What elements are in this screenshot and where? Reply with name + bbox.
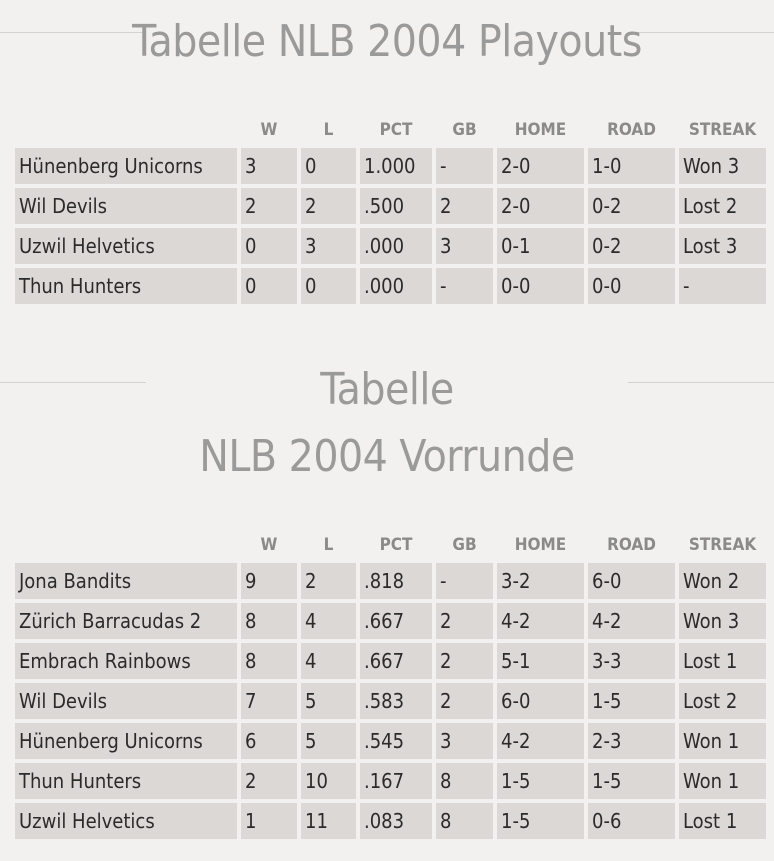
cell-gb: - (436, 148, 493, 184)
cell-w: 0 (241, 228, 297, 264)
header-w: W (260, 120, 278, 140)
cell-home: 4-2 (497, 723, 584, 759)
cell-team: Wil Devils (15, 188, 237, 224)
cell-road: 4-2 (588, 603, 675, 639)
cell-l: 5 (301, 683, 356, 719)
cell-home: 0-0 (497, 268, 584, 304)
vorrunde-title-line2: NLB 2004 Vorrunde (199, 431, 575, 482)
cell-streak: Lost 2 (679, 683, 766, 719)
header-home: HOME (514, 120, 567, 140)
cell-pct: .667 (360, 603, 432, 639)
cell-road: 1-0 (588, 148, 675, 184)
table-row (15, 803, 766, 839)
cell-team: Hünenberg Unicorns (15, 148, 237, 184)
header-l: L (323, 120, 334, 140)
playouts-body (15, 148, 766, 304)
cell-pct: .000 (360, 228, 432, 264)
cell-home: 3-2 (497, 563, 584, 599)
cell-team: Thun Hunters (15, 268, 237, 304)
cell-gb: 8 (436, 803, 493, 839)
table-row (15, 643, 766, 679)
header-road: ROAD (607, 535, 656, 555)
cell-pct: .500 (360, 188, 432, 224)
table-row (15, 148, 766, 184)
cell-gb: 8 (436, 763, 493, 799)
cell-home: 5-1 (497, 643, 584, 679)
cell-w: 7 (241, 683, 297, 719)
cell-pct: .167 (360, 763, 432, 799)
cell-w: 6 (241, 723, 297, 759)
playouts-section (0, 0, 774, 298)
cell-l: 0 (301, 148, 356, 184)
cell-streak: Lost 2 (679, 188, 766, 224)
cell-l: 3 (301, 228, 356, 264)
cell-streak: Won 1 (679, 763, 766, 799)
cell-team: Uzwil Helvetics (15, 803, 237, 839)
cell-streak: Won 1 (679, 723, 766, 759)
cell-road: 3-3 (588, 643, 675, 679)
cell-w: 8 (241, 603, 297, 639)
cell-l: 2 (301, 563, 356, 599)
cell-gb: 2 (436, 603, 493, 639)
cell-gb: 2 (436, 188, 493, 224)
header-w: W (260, 535, 278, 555)
cell-home: 1-5 (497, 803, 584, 839)
cell-l: 10 (301, 763, 356, 799)
cell-pct: .545 (360, 723, 432, 759)
cell-streak: - (679, 268, 766, 304)
cell-gb: - (436, 563, 493, 599)
header-gb: GB (452, 535, 477, 555)
playouts-title: Tabelle NLB 2004 Playouts (132, 16, 642, 67)
cell-w: 1 (241, 803, 297, 839)
header-team (15, 531, 237, 559)
vorrunde-title-line1: Tabelle (320, 364, 454, 415)
cell-road: 1-5 (588, 683, 675, 719)
vorrunde-title-wrap (0, 340, 774, 490)
vorrunde-body (15, 563, 766, 839)
cell-w: 2 (241, 188, 297, 224)
header-streak: STREAK (688, 535, 757, 555)
cell-road: 2-3 (588, 723, 675, 759)
cell-home: 1-5 (497, 763, 584, 799)
cell-w: 3 (241, 148, 297, 184)
vorrunde-table (11, 527, 770, 843)
table-row (15, 723, 766, 759)
cell-streak: Lost 1 (679, 643, 766, 679)
cell-gb: 3 (436, 228, 493, 264)
cell-road: 0-2 (588, 228, 675, 264)
cell-road: 1-5 (588, 763, 675, 799)
cell-team: Zürich Barracudas 2 (15, 603, 237, 639)
cell-w: 8 (241, 643, 297, 679)
vorrunde-section (0, 340, 774, 833)
cell-pct: .000 (360, 268, 432, 304)
table-row (15, 268, 766, 304)
cell-home: 2-0 (497, 148, 584, 184)
cell-w: 9 (241, 563, 297, 599)
cell-team: Hünenberg Unicorns (15, 723, 237, 759)
cell-pct: .583 (360, 683, 432, 719)
header-gb: GB (452, 120, 477, 140)
cell-home: 0-1 (497, 228, 584, 264)
cell-streak: Won 3 (679, 148, 766, 184)
table-header-row (15, 531, 766, 559)
cell-gb: 2 (436, 643, 493, 679)
table-row (15, 683, 766, 719)
cell-w: 0 (241, 268, 297, 304)
cell-l: 0 (301, 268, 356, 304)
table-header-row (15, 116, 766, 144)
cell-road: 0-0 (588, 268, 675, 304)
cell-pct: .818 (360, 563, 432, 599)
cell-streak: Won 2 (679, 563, 766, 599)
header-l: L (323, 535, 334, 555)
cell-streak: Lost 1 (679, 803, 766, 839)
cell-road: 0-6 (588, 803, 675, 839)
header-road: ROAD (607, 120, 656, 140)
playouts-table (11, 112, 770, 308)
cell-road: 0-2 (588, 188, 675, 224)
cell-team: Embrach Rainbows (15, 643, 237, 679)
cell-pct: .083 (360, 803, 432, 839)
cell-l: 11 (301, 803, 356, 839)
header-home: HOME (514, 535, 567, 555)
playouts-title-wrap (0, 0, 774, 80)
table-row (15, 228, 766, 264)
cell-l: 4 (301, 643, 356, 679)
cell-l: 2 (301, 188, 356, 224)
header-team (15, 116, 237, 144)
cell-gb: - (436, 268, 493, 304)
cell-streak: Won 3 (679, 603, 766, 639)
cell-w: 2 (241, 763, 297, 799)
table-row (15, 188, 766, 224)
cell-home: 2-0 (497, 188, 584, 224)
cell-l: 4 (301, 603, 356, 639)
cell-l: 5 (301, 723, 356, 759)
header-pct: PCT (379, 120, 413, 140)
cell-team: Wil Devils (15, 683, 237, 719)
cell-road: 6-0 (588, 563, 675, 599)
table-row (15, 563, 766, 599)
cell-streak: Lost 3 (679, 228, 766, 264)
cell-pct: 1.000 (360, 148, 432, 184)
table-row (15, 763, 766, 799)
cell-gb: 3 (436, 723, 493, 759)
cell-home: 4-2 (497, 603, 584, 639)
cell-gb: 2 (436, 683, 493, 719)
table-row (15, 603, 766, 639)
header-streak: STREAK (688, 120, 757, 140)
cell-pct: .667 (360, 643, 432, 679)
cell-team: Jona Bandits (15, 563, 237, 599)
cell-team: Uzwil Helvetics (15, 228, 237, 264)
header-pct: PCT (379, 535, 413, 555)
cell-home: 6-0 (497, 683, 584, 719)
cell-team: Thun Hunters (15, 763, 237, 799)
